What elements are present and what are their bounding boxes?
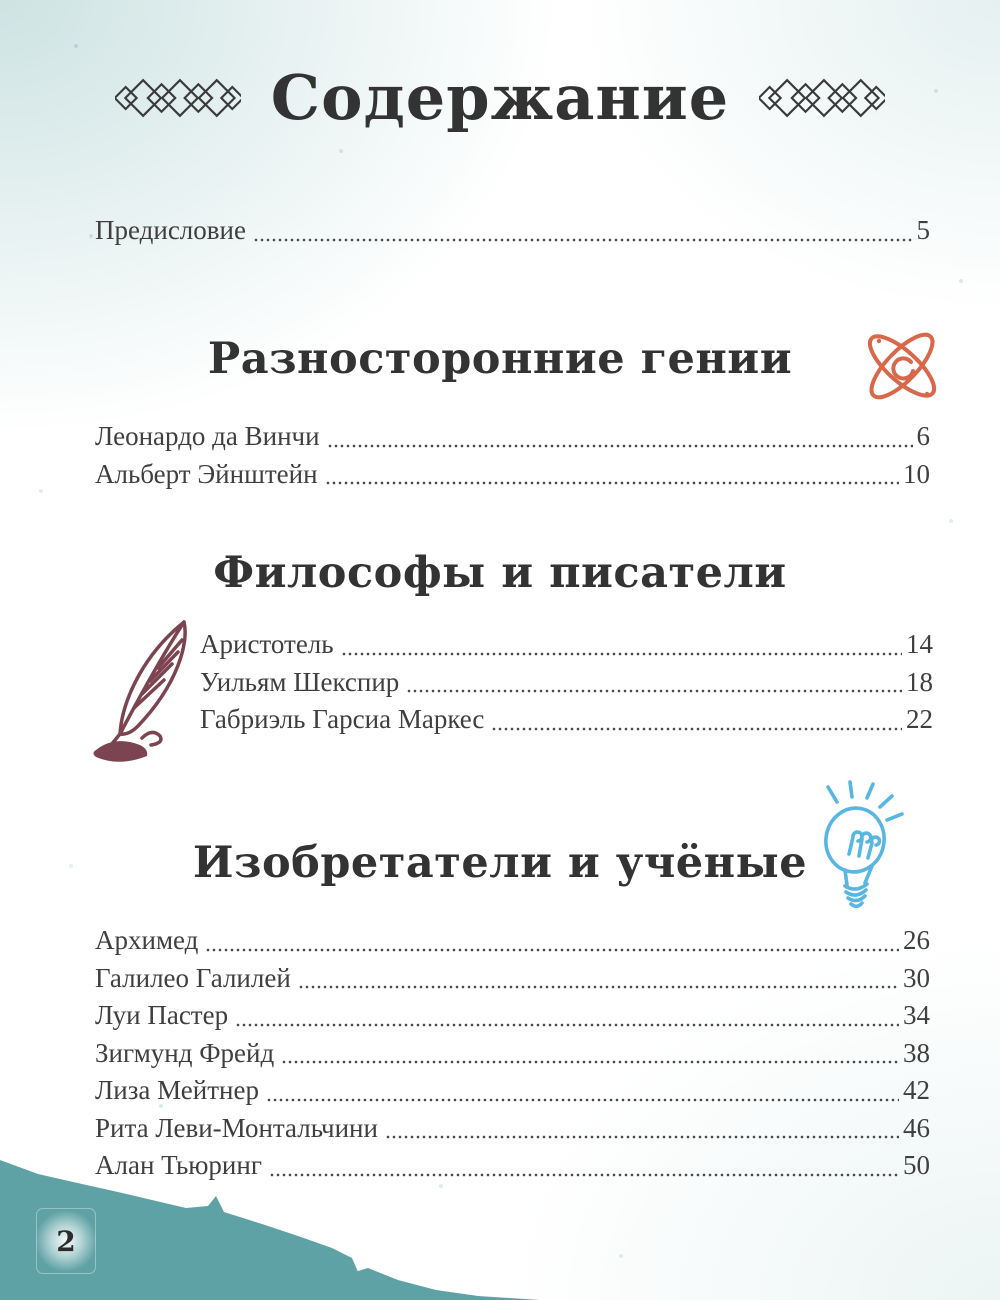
toc-entry: [95, 1110, 930, 1148]
toc-entry-label: Аристотель: [200, 629, 334, 659]
toc-entry-label: Луи Пастер: [95, 1000, 229, 1030]
toc-entry-page: 50: [903, 1150, 930, 1180]
toc-entry-label: Алан Тьюринг: [95, 1150, 262, 1180]
page-title: Содержание: [270, 61, 730, 134]
atom-icon: [852, 314, 952, 418]
toc-entry-page: 10: [903, 458, 930, 489]
toc-entry-label: Предисловие: [95, 215, 246, 245]
dot-leader: [491, 727, 902, 731]
toc-entry-label: Архимед: [95, 925, 199, 955]
page-number: 2: [56, 1224, 76, 1258]
toc-entry-label: Альберт Эйнштейн: [95, 458, 318, 489]
lightbulb-icon: [806, 780, 906, 918]
dot-leader: [235, 1023, 899, 1027]
toc-entry: [200, 701, 933, 739]
toc-entry: [200, 626, 933, 664]
page-number-badge: [36, 1208, 96, 1274]
diamond-ornament-right: [759, 78, 885, 118]
toc-entry: [200, 664, 933, 702]
background-speckles: [0, 0, 2, 2]
toc-entry-page: 38: [903, 1037, 930, 1068]
toc-entry-page: 42: [903, 1075, 930, 1105]
section-heading-2: Философы и писатели: [213, 548, 787, 598]
dot-leader: [385, 1135, 899, 1139]
toc-entry: [95, 997, 930, 1035]
toc-entry-page: 30: [903, 962, 930, 993]
toc-entry-preface: [95, 212, 930, 250]
toc-entry: [95, 960, 930, 998]
section-1-entries: [95, 418, 930, 493]
dot-leader: [406, 689, 902, 693]
dot-leader: [253, 238, 913, 242]
dot-leader: [325, 481, 899, 485]
toc-entry-page: 14: [906, 629, 933, 659]
toc-entry-page: 6: [916, 421, 930, 451]
dot-leader: [341, 652, 902, 656]
dot-leader: [298, 985, 899, 989]
toc-entry-label: Леонардо да Винчи: [95, 421, 320, 451]
toc-entry-label: Галилео Галилей: [95, 962, 291, 993]
quill-icon: [84, 610, 212, 765]
toc-entry: [95, 922, 930, 960]
section-2-entries: [200, 626, 933, 739]
diamond-ornament-left: [115, 78, 241, 118]
toc-entry: [95, 418, 930, 456]
toc-entry-page: 34: [903, 1000, 930, 1030]
section-3-entries: [95, 922, 930, 1185]
toc-entry-page: 26: [903, 925, 930, 955]
dot-leader: [281, 1060, 899, 1064]
toc-entry: [95, 1035, 930, 1073]
toc-entry-page: 22: [906, 704, 933, 734]
preface-block: [95, 212, 930, 250]
dot-leader: [266, 1098, 899, 1102]
toc-entry-label: Рита Леви-Монтальчини: [95, 1112, 378, 1143]
toc-entry-page: 18: [906, 666, 933, 697]
toc-entry-label: Зигмунд Фрейд: [95, 1037, 275, 1068]
toc-entry-label: Уильям Шекспир: [200, 666, 400, 697]
toc-entry-label: Лиза Мейтнер: [95, 1075, 259, 1105]
toc-entry-page: 46: [903, 1112, 930, 1143]
dot-leader: [205, 948, 899, 952]
toc-entry-page: 5: [916, 215, 930, 245]
section-heading-1: Разносторонние гении: [207, 334, 793, 384]
title-block: [0, 61, 1000, 134]
toc-entry: [95, 456, 930, 494]
toc-entry: [95, 1072, 930, 1110]
section-heading-3: Изобретатели и учёные: [192, 838, 808, 888]
toc-entry-label: Габриэль Гарсиа Маркес: [200, 704, 485, 734]
dot-leader: [327, 444, 913, 448]
